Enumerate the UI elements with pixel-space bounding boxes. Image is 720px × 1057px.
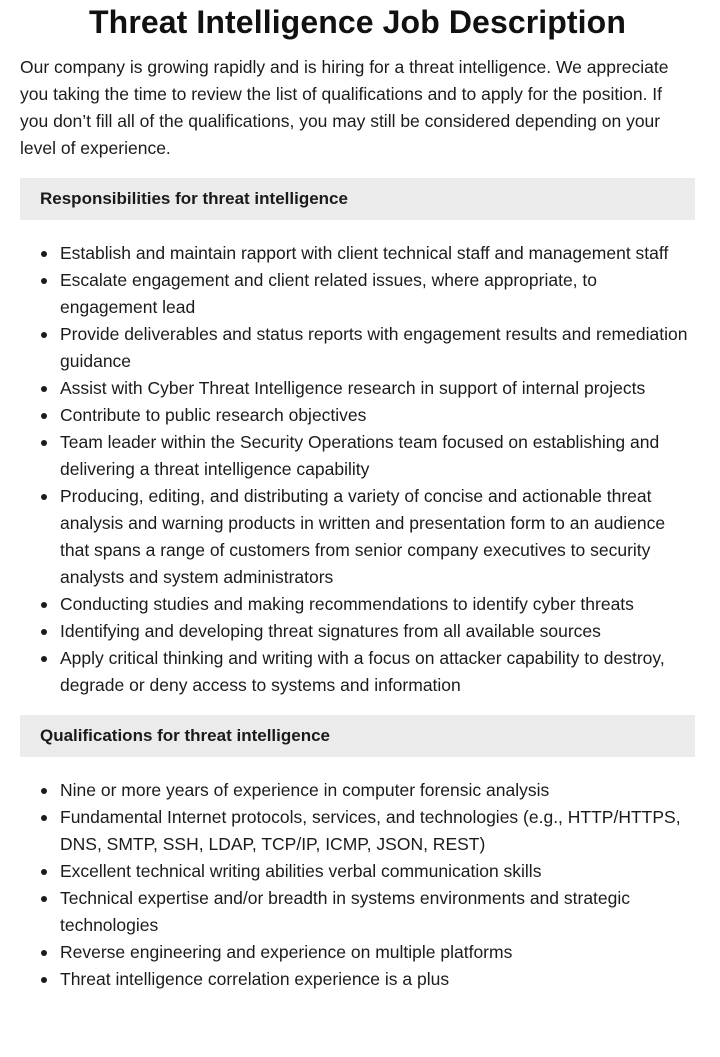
responsibility-item: Team leader within the Security Operations team focused on establishing and delivering a threat intelligence capability: [20, 429, 695, 483]
qualification-item: Reverse engineering and experience on multiple platforms: [20, 939, 695, 966]
responsibility-item: Contribute to public research objectives: [20, 402, 695, 429]
qualification-item: Threat intelligence correlation experience is a plus: [20, 966, 695, 993]
responsibilities-list: [20, 240, 695, 699]
intro-paragraph: Our company is growing rapidly and is hiring for a threat intelligence. We appreciate you taking the time to review the list of qualifications and to apply for the position. If you don’t fill all of the qualifications, you may still be considered depending on your level of experience.: [20, 57, 669, 158]
responsibility-item: Identifying and developing threat signatures from all available sources: [20, 618, 695, 645]
qualifications-list: [20, 777, 695, 993]
qualification-item: Nine or more years of experience in computer forensic analysis: [20, 777, 695, 804]
qualifications-heading: Qualifications for threat intelligence: [20, 715, 695, 757]
page-title: Threat Intelligence Job Description: [89, 4, 626, 40]
responsibility-item: Escalate engagement and client related issues, where appropriate, to engagement lead: [20, 267, 695, 321]
responsibility-item: Establish and maintain rapport with client technical staff and management staff: [20, 240, 695, 267]
qualification-item: Fundamental Internet protocols, services, and technologies (e.g., HTTP/HTTPS, DNS, SMTP, SSH, LDAP, TCP/IP, ICMP, JSON, REST): [20, 804, 695, 858]
responsibility-item: Producing, editing, and distributing a variety of concise and actionable threat analysis and warning products in written and presentation form to an audience that spans a range of customers from senior company executives to security analysts and system administrators: [20, 483, 695, 591]
responsibility-item: Provide deliverables and status reports with engagement results and remediation guidance: [20, 321, 695, 375]
responsibility-item: Conducting studies and making recommendations to identify cyber threats: [20, 591, 695, 618]
qualification-item: Excellent technical writing abilities verbal communication skills: [20, 858, 695, 885]
responsibilities-heading: Responsibilities for threat intelligence: [20, 178, 695, 220]
responsibility-item: Assist with Cyber Threat Intelligence research in support of internal projects: [20, 375, 695, 402]
responsibility-item: Apply critical thinking and writing with a focus on attacker capability to destroy, degrade or deny access to systems and information: [20, 645, 695, 699]
qualification-item: Technical expertise and/or breadth in systems environments and strategic technologies: [20, 885, 695, 939]
